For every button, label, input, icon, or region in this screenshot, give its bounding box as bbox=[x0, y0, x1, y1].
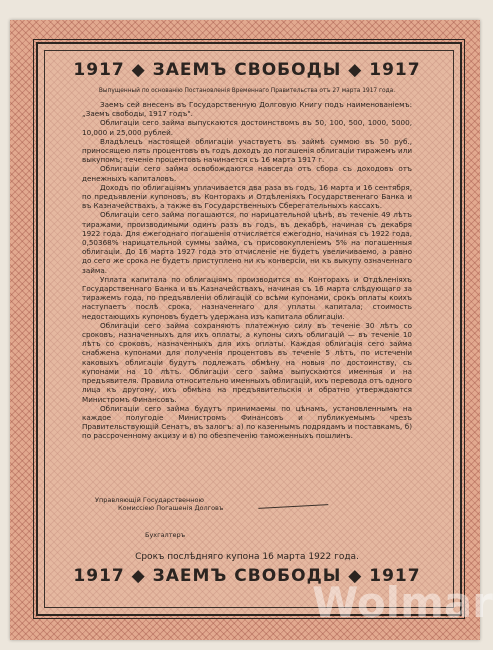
paragraph: Доходъ по облигаціямъ уплачивается два раза въ годъ, 16 марта и 16 сентября, по предъявленіи купоновъ, въ Конторахъ и Отдѣленіяхъ Государственнаго Банка и въ Казначействахъ, а также въ Государственныхъ Сберегательныхъ кассахъ. bbox=[82, 182, 412, 211]
paragraph: Владѣлецъ настоящей облигаціи участвуетъ въ займѣ суммою въ 50 руб., приносящею пять процентовъ въ годъ доходъ до погашенія облигаціи тиражемъ или выкупомъ; теченіе процентовъ начинается съ 16 марта 1917 г. bbox=[82, 136, 412, 165]
accountant-label: Бухгалтеръ bbox=[145, 531, 186, 539]
watermark-logo: Wolmar bbox=[312, 578, 493, 627]
bond-title-bottom: 1917 ◆ ЗАЕМЪ СВОБОДЫ ◆ 1917 bbox=[73, 566, 421, 586]
bond-subtitle: Выпущенный по основанію Постановленія Временнаго Правительства отъ 27 марта 1917 года. bbox=[98, 86, 396, 94]
bond-title-top: 1917 ◆ ЗАЕМЪ СВОБОДЫ ◆ 1917 bbox=[73, 60, 421, 80]
paragraph: Облигаціи сего займа освобождаются навсегда отъ сбора съ доходовъ отъ денежныхъ капиталовъ. bbox=[82, 164, 412, 183]
paragraph: Облигаціи сего займа сохраняютъ платежную силу въ теченіе 30 лѣтъ со сроковъ, назначенныхъ для ихъ оплаты, а купоны сихъ облигацій — въ теченіе 10 лѣтъ со сроковъ, назначенныхъ для ихъ оплаты. Каждая облигація сего займа снабжена купонами для полученія процентовъ въ теченіе 5 лѣтъ, по истеченіи каковыхъ облигаціи будутъ подлежать обмѣну на новыя по достоинству, съ купонами на 10 лѣтъ. Облигаціи сего займа выпускаются именныя и на предъявителя. Правила относительно именныхъ облигацій, ихъ перевода отъ одного лица къ другому, ихъ обмѣна на предъявительскія и обратно утверждаются Министромъ Финансовъ. bbox=[82, 320, 412, 404]
paragraph: Облигаціи сего займа погашаются, по нарицательной цѣнѣ, въ теченіе 49 лѣтъ тиражами, производимыми одинъ разъ въ годъ, въ декабрѣ, начиная съ декабря 1922 года. Для ежегоднаго погашенія отчисляется ежегодно, начиная съ 1922 года, 0,50368% нарицательной суммы займа, съ присовокупленіемъ 5% на погашенныя облигаціи. До 16 марта 1927 года это отчисленіе не будетъ увеличиваемо, а равно до сего же срока не будетъ приступлено ни къ конверсіи, ни къ выкупу означеннаго займа. bbox=[82, 210, 412, 275]
signatory-title-2: Комиссіею Погашенія Долговъ bbox=[118, 504, 224, 512]
paragraph: Уплата капитала по облигаціямъ производится въ Конторахъ и Отдѣленіяхъ Государственнаго Банка и въ Казначействахъ, начиная съ 16 марта слѣдующаго за тиражемъ года, по предъявленіи облигацій со всѣми купонами, срокъ оплаты коихъ наступаетъ послѣ срока, назначеннаго для уплаты капитала; стоимость недостающихъ купоновъ будетъ удержана изъ капитала облигаціи. bbox=[82, 274, 412, 321]
last-coupon-date: Срокъ послѣдняго купона 16 марта 1922 года. bbox=[135, 552, 359, 562]
signatory-title-1: Управляющій Государственною bbox=[95, 496, 205, 504]
bond-body-text bbox=[82, 100, 412, 441]
paragraph: Заемъ сей внесенъ въ Государственную Долговую Книгу подъ наименованіемъ: „Заемъ свободы, 1917 годъ". bbox=[82, 100, 412, 119]
paragraph: Облигаціи сего займа выпускаются достоинствомъ въ 50, 100, 500, 1000, 5000, 10,000 и 25,000 рублей. bbox=[82, 118, 412, 137]
paragraph: Облигаціи сего займа будутъ принимаемы по цѣнамъ, установленнымъ на каждое полугодіе Министромъ Финансовъ и публикуемымъ чрезъ Правительствующій Сенатъ, въ залогъ: а) по казеннымъ подрядамъ и поставкамъ, б) по рассроченному акцизу и в) по обезпеченію таможенныхъ пошлинъ. bbox=[82, 403, 412, 441]
